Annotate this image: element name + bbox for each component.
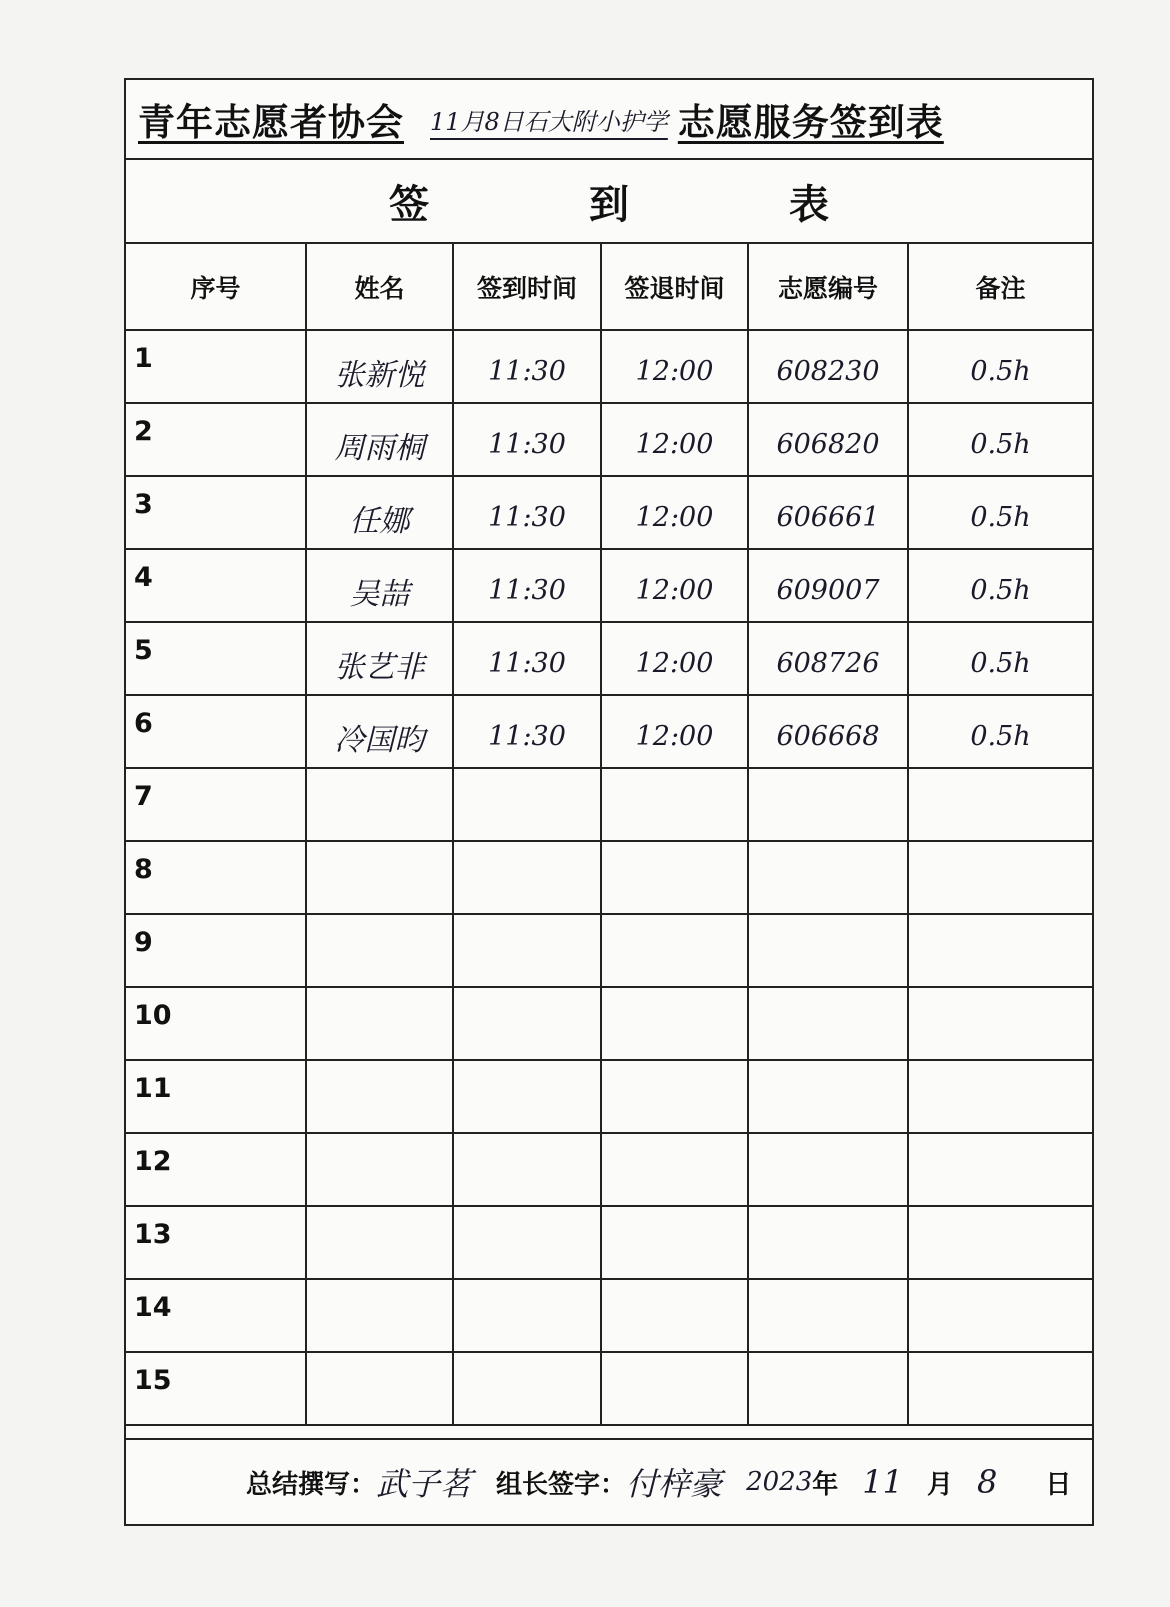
volunteer-id-cell: 608726: [748, 622, 908, 695]
row-number-cell: 9: [126, 914, 306, 987]
sign-in-time-cell: 11:30: [453, 403, 601, 476]
row-number-cell: 8: [126, 841, 306, 914]
sign-in-sheet: [124, 78, 1094, 1526]
table-row: [126, 549, 1092, 622]
sign-in-table: [126, 244, 1092, 1426]
sign-out-time-cell: [601, 987, 748, 1060]
volunteer-id-cell: [748, 1133, 908, 1206]
row-number-cell: 5: [126, 622, 306, 695]
row-number-cell: 14: [126, 1279, 306, 1352]
volunteer-name-cell: [306, 1279, 453, 1352]
title-row: [126, 80, 1092, 160]
note-cell: [908, 1206, 1092, 1279]
table-row: [126, 403, 1092, 476]
note-cell: [908, 1279, 1092, 1352]
note-cell: 0.5h: [908, 476, 1092, 549]
volunteer-name-cell: 任娜: [306, 476, 453, 549]
col-header-volunteer-id: 志愿编号: [748, 244, 908, 330]
note-cell: 0.5h: [908, 622, 1092, 695]
date-year: 2023: [746, 1467, 813, 1497]
note-cell: 0.5h: [908, 403, 1092, 476]
subtitle-row: [126, 160, 1092, 244]
table-row: [126, 987, 1092, 1060]
table-header-row: [126, 244, 1092, 330]
table-row: [126, 768, 1092, 841]
volunteer-name-cell: [306, 914, 453, 987]
table-row: [126, 1133, 1092, 1206]
volunteer-id-cell: 606668: [748, 695, 908, 768]
note-cell: [908, 1133, 1092, 1206]
volunteer-id-cell: [748, 1352, 908, 1425]
volunteer-name-cell: 冷国昀: [306, 695, 453, 768]
sign-in-time-cell: [453, 1352, 601, 1425]
volunteer-name-cell: 吴喆: [306, 549, 453, 622]
table-row: [126, 914, 1092, 987]
table-row: [126, 330, 1092, 403]
volunteer-id-cell: [748, 987, 908, 1060]
row-number-cell: 15: [126, 1352, 306, 1425]
sign-in-time-cell: [453, 1060, 601, 1133]
summary-signature: 武子茗: [376, 1465, 473, 1503]
date-day-unit: 日: [1045, 1469, 1072, 1500]
note-cell: [908, 1352, 1092, 1425]
col-header-sign-in: 签到时间: [453, 244, 601, 330]
volunteer-name-cell: 周雨桐: [306, 403, 453, 476]
row-number-cell: 10: [126, 987, 306, 1060]
sign-in-time-cell: 11:30: [453, 549, 601, 622]
volunteer-name-cell: 张艺非: [306, 622, 453, 695]
volunteer-name-cell: [306, 987, 453, 1060]
row-number-cell: 6: [126, 695, 306, 768]
table-row: [126, 622, 1092, 695]
sign-out-time-cell: 12:00: [601, 330, 748, 403]
volunteer-id-cell: 606820: [748, 403, 908, 476]
sign-out-time-cell: 12:00: [601, 549, 748, 622]
table-row: [126, 1206, 1092, 1279]
note-cell: [908, 841, 1092, 914]
footer-row: [126, 1438, 1092, 1524]
volunteer-name-cell: 张新悦: [306, 330, 453, 403]
sign-out-time-cell: [601, 1206, 748, 1279]
sign-out-time-cell: 12:00: [601, 403, 748, 476]
sign-in-time-cell: [453, 1279, 601, 1352]
row-number-cell: 7: [126, 768, 306, 841]
sign-out-time-cell: [601, 768, 748, 841]
sign-in-time-cell: 11:30: [453, 330, 601, 403]
summary-label: 总结撰写：: [246, 1469, 377, 1500]
volunteer-id-cell: 606661: [748, 476, 908, 549]
leader-signature: 付梓豪: [626, 1465, 723, 1503]
volunteer-name-cell: [306, 768, 453, 841]
date-month: 11: [862, 1463, 903, 1501]
row-number-cell: 3: [126, 476, 306, 549]
table-row: [126, 476, 1092, 549]
sign-in-time-cell: 11:30: [453, 476, 601, 549]
volunteer-id-cell: [748, 914, 908, 987]
sign-in-time-cell: 11:30: [453, 622, 601, 695]
volunteer-name-cell: [306, 841, 453, 914]
note-cell: [908, 768, 1092, 841]
volunteer-id-cell: [748, 768, 908, 841]
row-number-cell: 11: [126, 1060, 306, 1133]
row-number-cell: 12: [126, 1133, 306, 1206]
sign-in-time-cell: [453, 768, 601, 841]
table-row: [126, 695, 1092, 768]
note-cell: 0.5h: [908, 549, 1092, 622]
row-number-cell: 4: [126, 549, 306, 622]
volunteer-id-cell: [748, 1060, 908, 1133]
volunteer-id-cell: [748, 1206, 908, 1279]
volunteer-name-cell: [306, 1206, 453, 1279]
sign-out-time-cell: 12:00: [601, 695, 748, 768]
sign-out-time-cell: [601, 1352, 748, 1425]
sign-in-time-cell: [453, 1133, 601, 1206]
date-year-unit: 年: [812, 1469, 839, 1500]
sign-in-time-cell: [453, 914, 601, 987]
col-header-sign-out: 签退时间: [601, 244, 748, 330]
row-number-cell: 13: [126, 1206, 306, 1279]
note-cell: [908, 987, 1092, 1060]
volunteer-name-cell: [306, 1133, 453, 1206]
form-title: 志愿服务签到表: [677, 101, 944, 144]
sign-in-time-cell: [453, 841, 601, 914]
row-number-cell: 1: [126, 330, 306, 403]
col-header-note: 备注: [908, 244, 1092, 330]
note-cell: [908, 1060, 1092, 1133]
sign-out-time-cell: [601, 1133, 748, 1206]
sign-in-time-cell: [453, 1206, 601, 1279]
sign-out-time-cell: [601, 1060, 748, 1133]
sign-in-time-cell: 11:30: [453, 695, 601, 768]
table-row: [126, 1060, 1092, 1133]
leader-label: 组长签字：: [496, 1469, 627, 1500]
note-cell: 0.5h: [908, 695, 1092, 768]
volunteer-name-cell: [306, 1352, 453, 1425]
date-month-unit: 月: [926, 1469, 953, 1500]
note-cell: 0.5h: [908, 330, 1092, 403]
sign-out-time-cell: [601, 914, 748, 987]
sign-in-time-cell: [453, 987, 601, 1060]
org-name: 青年志愿者协会: [138, 101, 404, 144]
volunteer-name-cell: [306, 1060, 453, 1133]
row-number-cell: 2: [126, 403, 306, 476]
date-day: 8: [976, 1463, 998, 1501]
table-row: [126, 1352, 1092, 1425]
volunteer-id-cell: 608230: [748, 330, 908, 403]
sign-out-time-cell: [601, 1279, 748, 1352]
volunteer-id-cell: 609007: [748, 549, 908, 622]
sign-out-time-cell: 12:00: [601, 622, 748, 695]
volunteer-id-cell: [748, 841, 908, 914]
event-handwritten: 11月8日石大附小护学: [430, 107, 668, 136]
col-header-name: 姓名: [306, 244, 453, 330]
volunteer-id-cell: [748, 1279, 908, 1352]
note-cell: [908, 914, 1092, 987]
sign-out-time-cell: 12:00: [601, 476, 748, 549]
table-row: [126, 1279, 1092, 1352]
table-row: [126, 841, 1092, 914]
subtitle: 签到表: [389, 181, 989, 228]
col-header-no: 序号: [126, 244, 306, 330]
sign-out-time-cell: [601, 841, 748, 914]
